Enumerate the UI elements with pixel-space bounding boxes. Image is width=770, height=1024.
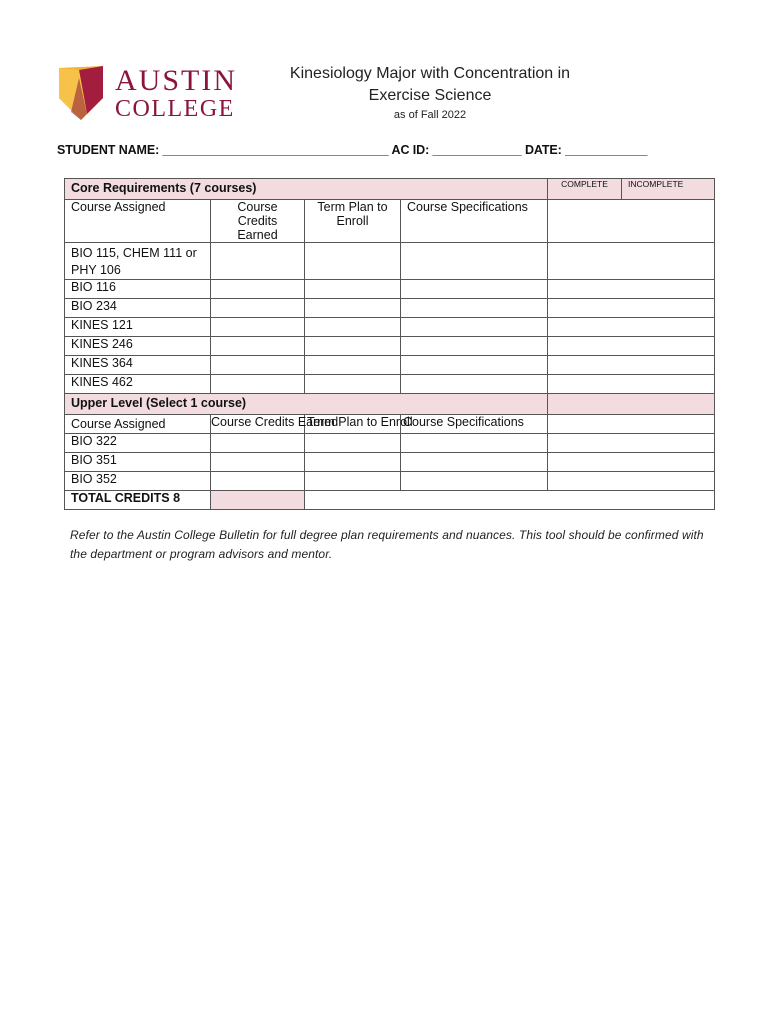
complete-header: COMPLETE <box>548 179 622 200</box>
col-course-specs: Course Specifications <box>401 200 548 243</box>
upper-heading: Upper Level (Select 1 course) <box>65 394 548 415</box>
col-term-plan: Term Plan to Enroll <box>305 415 401 434</box>
col-course-assigned: Course Assigned <box>65 200 211 243</box>
term-cell[interactable] <box>305 453 401 472</box>
term-cell[interactable] <box>305 434 401 453</box>
course-name: KINES 364 <box>65 356 211 375</box>
status-blank-cell <box>548 415 715 434</box>
total-credits-cell[interactable] <box>211 491 305 510</box>
austin-college-logo <box>57 64 247 124</box>
status-cell[interactable] <box>548 280 715 299</box>
status-cell[interactable] <box>548 453 715 472</box>
credits-cell[interactable] <box>211 453 305 472</box>
page-title: Kinesiology Major with Concentration in Exercise Science <box>289 65 571 104</box>
specs-cell[interactable] <box>401 375 548 394</box>
term-cell[interactable] <box>305 280 401 299</box>
term-cell[interactable] <box>305 472 401 491</box>
specs-cell[interactable] <box>401 453 548 472</box>
core-heading: Core Requirements (7 courses) <box>65 179 548 200</box>
col-course-assigned: Course Assigned <box>65 415 211 434</box>
table-row <box>65 299 715 318</box>
table-row <box>65 243 715 280</box>
course-name: BIO 322 <box>65 434 211 453</box>
credits-cell[interactable] <box>211 375 305 394</box>
term-cell[interactable] <box>305 356 401 375</box>
course-name: BIO 234 <box>65 299 211 318</box>
credits-cell[interactable] <box>211 243 305 280</box>
term-cell[interactable] <box>305 375 401 394</box>
course-name: BIO 115, CHEM 111 or PHY 106 <box>65 243 211 280</box>
total-credits-label: TOTAL CREDITS 8 <box>65 491 211 510</box>
credits-cell[interactable] <box>211 356 305 375</box>
incomplete-header: INCOMPLETE <box>622 179 715 200</box>
degree-plan-table <box>64 178 715 510</box>
credits-cell[interactable] <box>211 472 305 491</box>
col-course-specs: Course Specifications <box>401 415 548 434</box>
table-row <box>65 375 715 394</box>
core-heading-row <box>65 179 715 200</box>
specs-cell[interactable] <box>401 299 548 318</box>
col-credits-earned: Course Credits Earned <box>211 200 305 243</box>
col-term-plan: Term Plan to Enroll <box>305 200 401 243</box>
shield-logo-icon <box>57 64 105 122</box>
total-row <box>65 491 715 510</box>
credits-cell[interactable] <box>211 318 305 337</box>
course-name: KINES 121 <box>65 318 211 337</box>
table-row <box>65 318 715 337</box>
specs-cell[interactable] <box>401 243 548 280</box>
status-cell[interactable] <box>548 337 715 356</box>
specs-cell[interactable] <box>401 337 548 356</box>
table-row <box>65 337 715 356</box>
status-cell[interactable] <box>548 472 715 491</box>
student-info-line: STUDENT NAME: _________________________________ AC ID: _____________ DATE: ____________ <box>57 143 648 157</box>
status-cell[interactable] <box>548 356 715 375</box>
specs-cell[interactable] <box>401 472 548 491</box>
specs-cell[interactable] <box>401 434 548 453</box>
term-cell[interactable] <box>305 337 401 356</box>
term-cell[interactable] <box>305 299 401 318</box>
logo-word-college: COLLEGE <box>115 96 235 122</box>
upper-heading-row <box>65 394 715 415</box>
table-row <box>65 280 715 299</box>
upper-column-headers <box>65 415 715 434</box>
table-row <box>65 472 715 491</box>
table-row <box>65 356 715 375</box>
table-row <box>65 453 715 472</box>
term-cell[interactable] <box>305 243 401 280</box>
credits-cell[interactable] <box>211 434 305 453</box>
term-cell[interactable] <box>305 318 401 337</box>
course-name: KINES 246 <box>65 337 211 356</box>
status-cell[interactable] <box>548 434 715 453</box>
credits-cell[interactable] <box>211 280 305 299</box>
status-cell[interactable] <box>548 243 715 280</box>
course-name: KINES 462 <box>65 375 211 394</box>
page-subtitle: as of Fall 2022 <box>393 109 467 121</box>
status-cell[interactable] <box>548 318 715 337</box>
col-credits-earned: Course Credits Earned <box>211 415 305 434</box>
status-blank-cell <box>548 200 715 243</box>
core-column-headers <box>65 200 715 243</box>
credits-cell[interactable] <box>211 337 305 356</box>
specs-cell[interactable] <box>401 318 548 337</box>
logo-word-austin: AUSTIN <box>115 64 237 97</box>
course-name: BIO 116 <box>65 280 211 299</box>
specs-cell[interactable] <box>401 280 548 299</box>
bulletin-note: Refer to the Austin College Bulletin for full degree plan requirements and nuances. This tool should be confirmed with the department or program advisors and mentor. <box>70 528 704 561</box>
course-name: BIO 351 <box>65 453 211 472</box>
table-row <box>65 434 715 453</box>
upper-status-head <box>548 394 715 415</box>
specs-cell[interactable] <box>401 356 548 375</box>
status-cell[interactable] <box>548 299 715 318</box>
total-blank-cell <box>305 491 715 510</box>
course-name: BIO 352 <box>65 472 211 491</box>
credits-cell[interactable] <box>211 299 305 318</box>
status-cell[interactable] <box>548 375 715 394</box>
